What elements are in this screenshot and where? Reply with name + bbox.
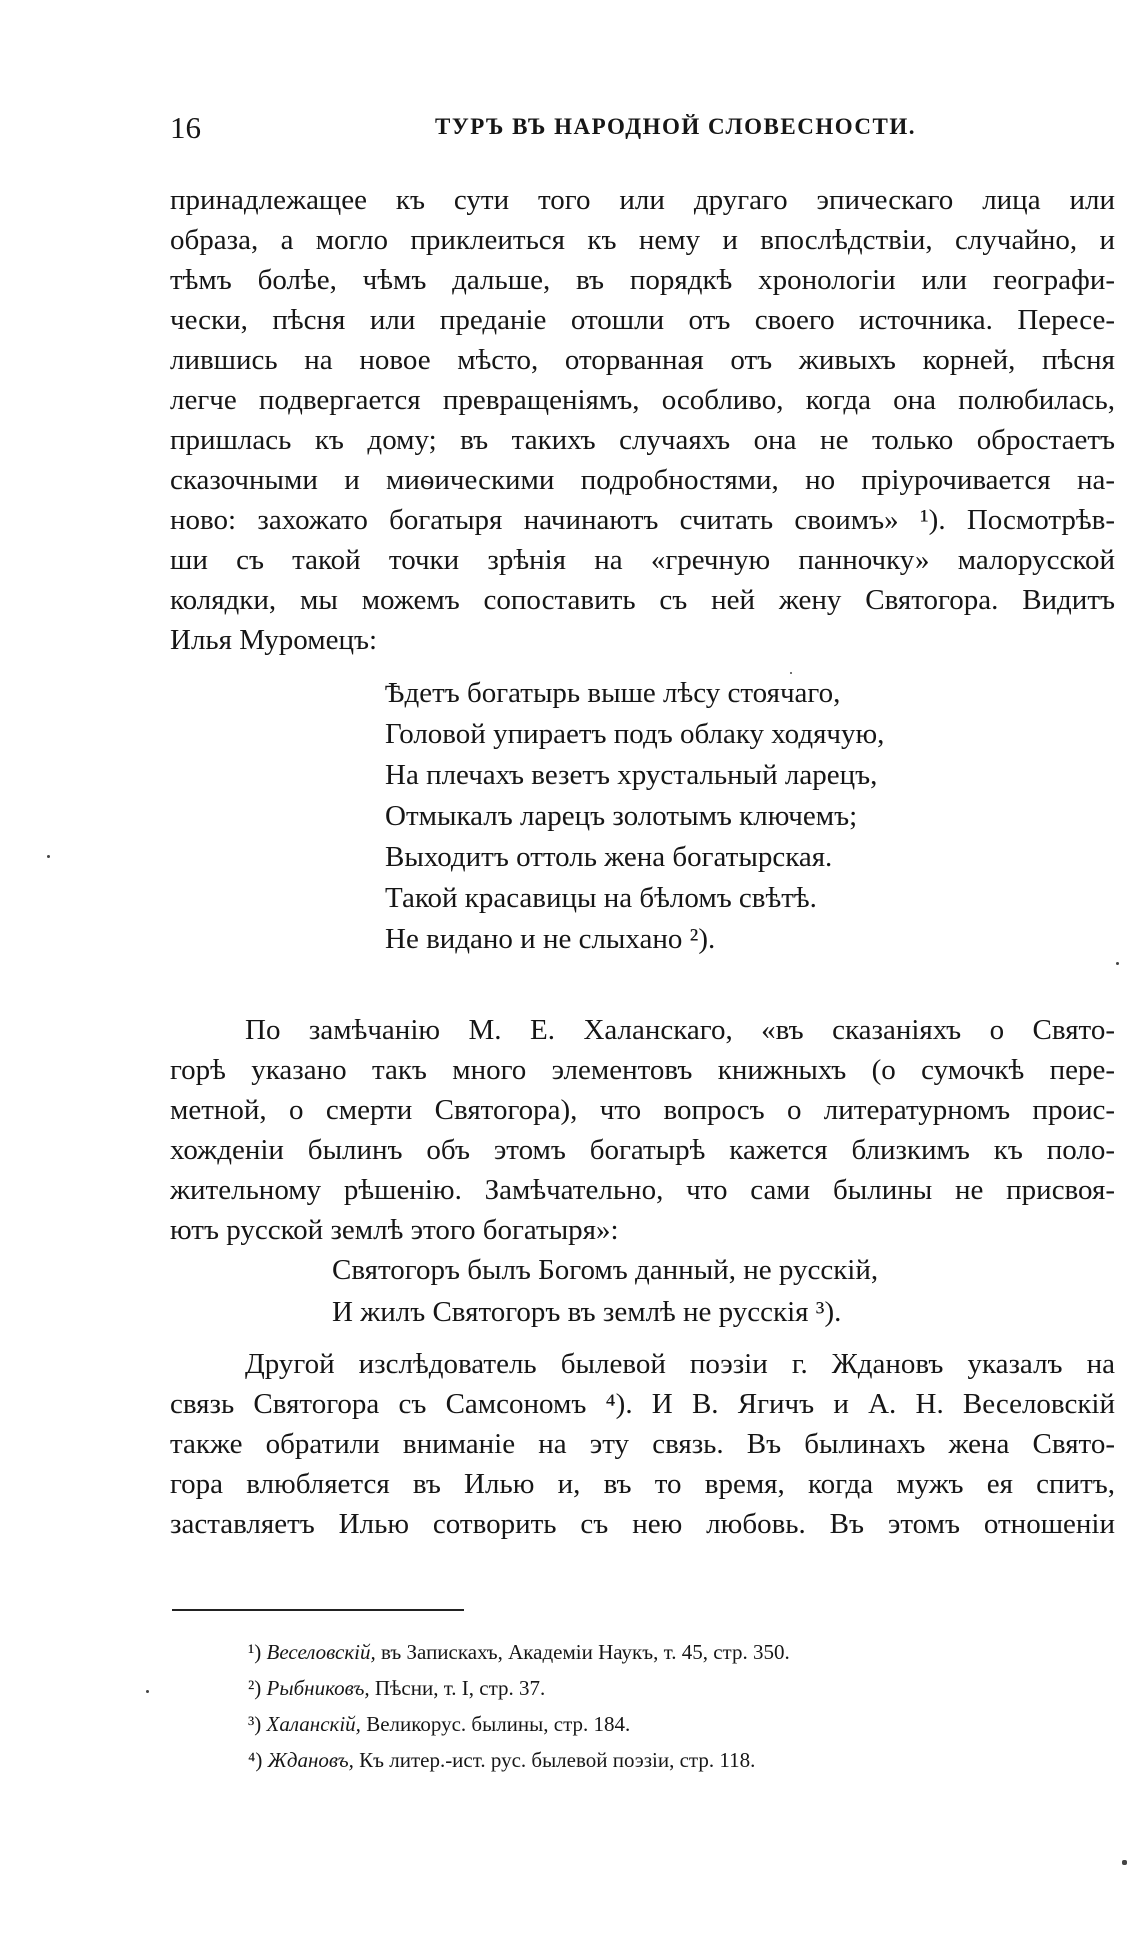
body-line: пришлась къ дому; въ такихъ случаяхъ она не только обростаетъ — [170, 424, 1115, 456]
running-title: ТУРЪ ВЪ НАРОДНОЙ СЛОВЕСНОСТИ. — [435, 114, 916, 139]
body-line: Другой изслѣдователь былевой поэзіи г. Ждановъ указалъ на — [245, 1348, 1115, 1380]
scan-speck — [1116, 962, 1119, 965]
body-line: легче подвергается превращеніямъ, особливо, когда она полюбилась, — [170, 384, 1115, 416]
body-line: образа, а могло приклеиться къ нему и впослѣдствіи, случайно, и — [170, 224, 1115, 256]
body-line: связь Святогора съ Самсономъ ⁴). И В. Ягичъ и А. Н. Веселовскій — [170, 1388, 1115, 1420]
footnote — [248, 1672, 1108, 1704]
footnote-author: Халанскій, — [266, 1712, 361, 1736]
verse-line: Не видано и не слыхано ²). — [385, 923, 716, 955]
body-line: чески, пѣсня или преданіе отошли отъ своего источника. Пересе- — [170, 304, 1115, 336]
verse-line: На плечахъ везетъ хрустальный ларецъ, — [385, 759, 878, 791]
body-line: ново: захожато богатыря начинаютъ считать своимъ» ¹). Посмотрѣв- — [170, 504, 1115, 536]
verse-line: Такой красавицы на бѣломъ свѣтѣ. — [385, 882, 817, 914]
footnote-divider — [172, 1609, 464, 1611]
footnote-mark: ⁴) — [248, 1748, 263, 1772]
footnote-mark: ¹) — [248, 1640, 262, 1664]
body-line: заставляетъ Илью сотворить съ нею любовь. Въ этомъ отношеніи — [170, 1508, 1115, 1540]
body-line: тѣмъ болѣе, чѣмъ дальше, въ порядкѣ хронологіи или географи- — [170, 264, 1115, 296]
body-line: горѣ указано такъ много элементовъ книжныхъ (о сумочкѣ пере- — [170, 1054, 1115, 1086]
verse-line: Ѣдетъ богатырь выше лѣсу стоячаго, — [385, 677, 841, 709]
verse-line: Головой упираетъ подъ облаку ходячую, — [385, 718, 885, 750]
scan-speck — [1122, 1860, 1127, 1865]
body-line: ютъ русской землѣ этого богатыря»: — [170, 1214, 619, 1246]
body-line: гора влюбляется въ Илью и, въ то время, когда мужъ ея спитъ, — [170, 1468, 1115, 1500]
footnote-text: въ Запискахъ, Академіи Наукъ, т. 45, стр. 350. — [375, 1640, 790, 1664]
body-line: хожденіи былинъ объ этомъ богатырѣ кажется близкимъ къ поло- — [170, 1134, 1115, 1166]
body-line: также обратили вниманіе на эту связь. Въ былинахъ жена Свято- — [170, 1428, 1115, 1460]
verse-line: Святогоръ былъ Богомъ данный, не русскій, — [332, 1254, 879, 1286]
body-line: принадлежащее къ сути того или другаго эпическаго лица или — [170, 184, 1115, 216]
body-line: лившись на новое мѣсто, оторванная отъ живыхъ корней, пѣсня — [170, 344, 1115, 376]
footnote-text: Пѣсни, т. I, стр. 37. — [369, 1676, 546, 1700]
footnote-mark: ³) — [248, 1712, 262, 1736]
verse-line: Отмыкалъ ларецъ золотымъ ключемъ; — [385, 800, 858, 832]
body-line: жительному рѣшенію. Замѣчательно, что сами былины не присвоя- — [170, 1174, 1115, 1206]
footnote — [248, 1744, 1108, 1776]
body-line: ши съ такой точки зрѣнія на «гречную панночку» малорусской — [170, 544, 1115, 576]
body-line: Илья Муромецъ: — [170, 624, 378, 656]
scan-speck — [47, 855, 50, 858]
page-number: 16 — [170, 110, 201, 145]
footnote — [248, 1636, 1108, 1668]
footnote-author: Рыбниковъ, — [266, 1676, 370, 1700]
page-header — [170, 110, 1120, 150]
body-line: колядки, мы можемъ сопоставить съ ней жену Святогора. Видитъ — [170, 584, 1115, 616]
footnote-author: Ждановъ, — [267, 1748, 354, 1772]
footnote-text: Къ литер.-ист. рус. былевой поэзіи, стр. 118. — [353, 1748, 756, 1772]
scan-speck — [790, 672, 792, 674]
footnote — [248, 1708, 1108, 1740]
footnote-text: Великорус. былины, стр. 184. — [360, 1712, 631, 1736]
verse-line: Выходитъ оттоль жена богатырская. — [385, 841, 833, 873]
body-line: По замѣчанію М. Е. Халанскаго, «въ сказаніяхъ о Свято- — [245, 1014, 1115, 1046]
footnote-mark: ²) — [248, 1676, 262, 1700]
body-line: сказочными и миѳическими подробностями, но пріурочивается на- — [170, 464, 1115, 496]
footnote-author: Веселовскій, — [266, 1640, 376, 1664]
scan-speck — [146, 1690, 149, 1693]
body-line: метной, о смерти Святогора), что вопросъ о литературномъ проис- — [170, 1094, 1115, 1126]
verse-line: И жилъ Святогоръ въ землѣ не русскія ³). — [332, 1296, 842, 1328]
